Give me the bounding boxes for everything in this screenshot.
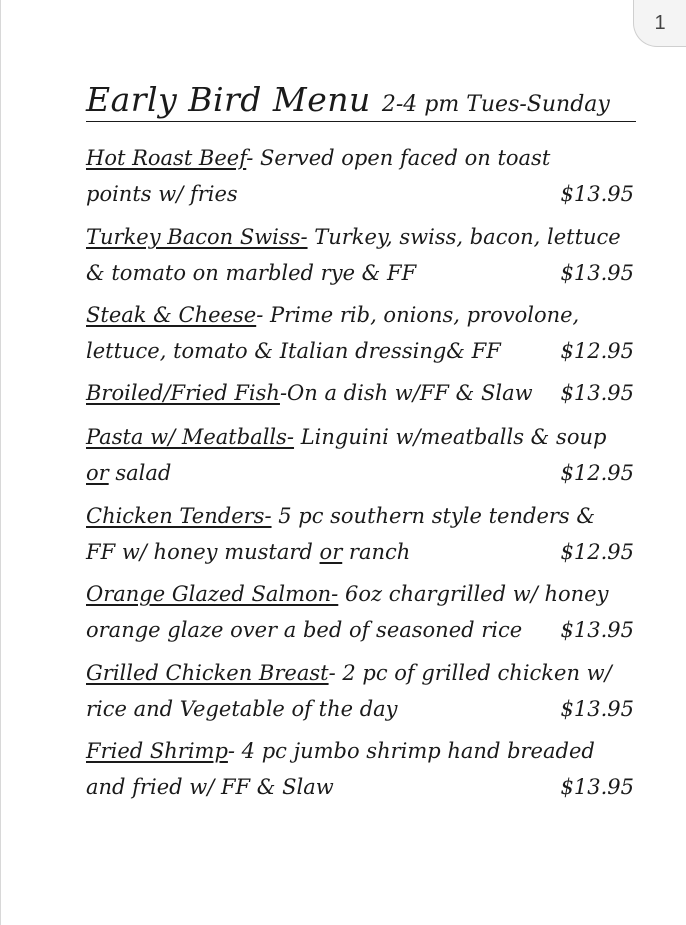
item-description: lettuce, tomato & Italian dressing& FF	[86, 339, 501, 363]
page-number-badge: 1	[633, 0, 686, 47]
item-description: - Prime rib, onions, provolone,	[256, 303, 580, 327]
item-name: Orange Glazed Salmon-	[86, 582, 339, 606]
item-description: salad	[108, 461, 172, 485]
item-price: $13.95	[560, 182, 634, 206]
item-description: and fried w/ FF & Slaw	[86, 775, 334, 799]
item-description-or: or	[86, 461, 109, 485]
item-name: Pasta w/ Meatballs-	[86, 425, 295, 449]
menu-item-steak-cheese	[86, 297, 634, 369]
item-price: $13.95	[560, 697, 634, 721]
item-price: $13.95	[560, 381, 634, 405]
item-description: 6oz chargrilled w/ honey	[338, 582, 609, 606]
item-description: points w/ fries	[86, 182, 238, 206]
item-description-or: or	[319, 540, 343, 564]
menu-item-chicken-tenders	[86, 498, 634, 570]
menu-item-fried-shrimp	[86, 733, 634, 805]
item-price: $13.95	[560, 618, 634, 642]
menu-item-turkey-bacon-swiss	[86, 219, 634, 291]
item-description: - 2 pc of grilled chicken w/	[328, 661, 612, 685]
item-description: - 4 pc jumbo shrimp hand breaded	[227, 739, 595, 763]
menu-item-grilled-chicken-breast	[86, 655, 634, 727]
item-name: Steak & Cheese	[86, 303, 257, 327]
item-description: & tomato on marbled rye & FF	[86, 261, 417, 285]
item-name: Chicken Tenders-	[86, 504, 272, 528]
item-price: $13.95	[560, 775, 634, 799]
menu-item-pasta-meatballs	[86, 419, 634, 491]
item-description: Linguini w/meatballs & soup	[294, 425, 607, 449]
menu-hours: 2-4 pm Tues-Sunday	[381, 92, 610, 117]
menu-item-hot-roast-beef	[86, 140, 634, 212]
item-name: Broiled/Fried Fish	[86, 381, 280, 405]
menu-title-text: Early Bird Menu	[86, 80, 371, 119]
item-description: ranch	[342, 540, 411, 564]
item-price: $12.95	[560, 339, 634, 363]
item-description: 5 pc southern style tenders &	[271, 504, 596, 528]
item-description: rice and Vegetable of the day	[86, 697, 398, 721]
item-name: Hot Roast Beef	[86, 146, 247, 170]
menu-title	[86, 80, 636, 122]
item-price: $12.95	[560, 461, 634, 485]
item-price: $12.95	[560, 540, 634, 564]
item-description: -On a dish w/FF & Slaw	[279, 381, 533, 405]
item-price: $13.95	[560, 261, 634, 285]
item-name: Fried Shrimp	[86, 739, 228, 763]
menu-item-orange-glazed-salmon	[86, 576, 634, 648]
item-description: orange glaze over a bed of seasoned rice	[86, 618, 523, 642]
item-name: Turkey Bacon Swiss-	[86, 225, 308, 249]
menu-item-broiled-fried-fish	[86, 375, 634, 411]
item-name: Grilled Chicken Breast	[86, 661, 329, 685]
item-description: Turkey, swiss, bacon, lettuce	[307, 225, 621, 249]
item-description: FF w/ honey mustard	[86, 540, 320, 564]
item-description: - Served open faced on toast	[246, 146, 551, 170]
